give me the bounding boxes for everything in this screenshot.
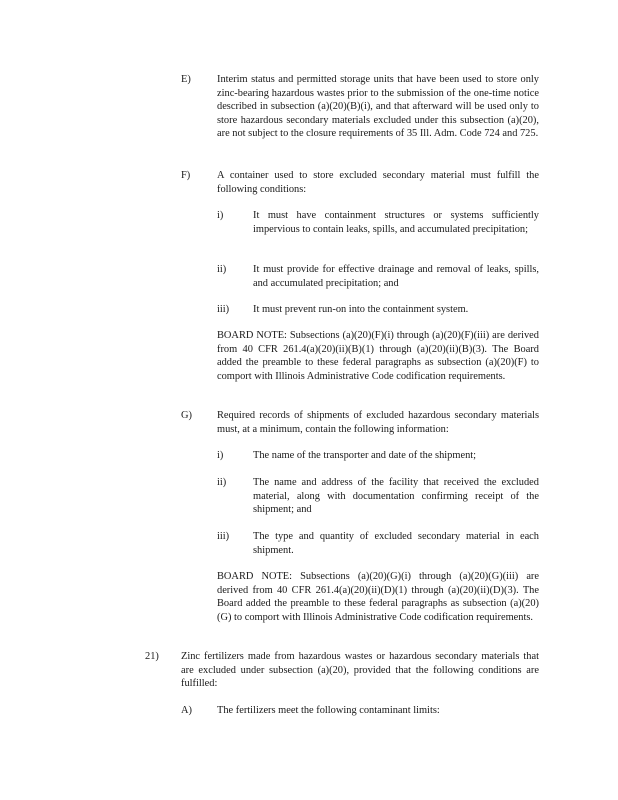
sub-label-f-ii: ii): [217, 264, 227, 275]
sub-text-g-ii: The name and address of the facility that received the excluded material, along with documentation confirming receipt of the shipment; and: [253, 477, 539, 516]
item-label-a: A): [181, 705, 192, 716]
item-label-e: E): [181, 74, 191, 85]
sub-text-f-ii: It must provide for effective drainage and removal of leaks, spills, and accumulated precipitation; and: [253, 264, 539, 289]
item-text-a: The fertilizers meet the following contaminant limits:: [217, 705, 440, 716]
sub-text-g-i: The name of the transporter and date of the shipment;: [253, 450, 477, 461]
board-note-f: BOARD NOTE: Subsections (a)(20)(F)(i) through (a)(20)(F)(iii) are derived from 40 CFR 261.4(a)(20)(ii)(B)(1) through (a)(20)(ii)(B)(3). The Board added the preamble to these federal paragraphs as subsection (a)(20)(F) to comport with Illinois Administrative Code codification requirements.: [217, 330, 539, 382]
sub-label-f-iii: iii): [217, 304, 230, 315]
sub-label-f-i: i): [217, 210, 224, 221]
sub-text-f-iii: It must prevent run-on into the containment system.: [253, 304, 469, 315]
board-note-g: BOARD NOTE: Subsections (a)(20)(G)(i) through (a)(20)(G)(iii) are derived from 40 CFR 261.4(a)(20)(ii)(D)(1) through (a)(20)(ii)(D)(3). The Board added the preamble to these federal paragraphs as subsection (a)(20)(G) to comport with Illinois Administrative Code codification requirements.: [217, 571, 539, 623]
sub-label-g-i: i): [217, 450, 224, 461]
sub-label-g-ii: ii): [217, 477, 227, 488]
item-label-21: 21): [145, 651, 159, 662]
sub-text-g-iii: The type and quantity of excluded secondary material in each shipment.: [253, 531, 539, 556]
sub-label-g-iii: iii): [217, 531, 230, 542]
item-text-21: Zinc fertilizers made from hazardous wastes or hazardous secondary materials that are excluded under subsection (a)(20), provided that the following conditions are fulfilled:: [181, 651, 539, 690]
item-label-g: G): [181, 410, 192, 421]
item-label-f: F): [181, 170, 191, 181]
item-text-e: Interim status and permitted storage units that have been used to store only zinc-bearing hazardous wastes prior to the submission of the one-time notice described in subsection (a)(20)(B)(i), and that afterward will be used only to store hazardous secondary materials excluded under this subsection (a)(20), are not subject to the closure requirements of 35 Ill. Adm. Code 724 and 725.: [217, 74, 539, 140]
sub-text-f-i: It must have containment structures or systems sufficiently impervious to contain leaks, spills, and accumulated precipitation;: [253, 210, 539, 235]
item-text-f: A container used to store excluded secondary material must fulfill the following conditions:: [217, 170, 539, 195]
item-text-g: Required records of shipments of excluded hazardous secondary materials must, at a minimum, contain the following information:: [217, 410, 539, 435]
